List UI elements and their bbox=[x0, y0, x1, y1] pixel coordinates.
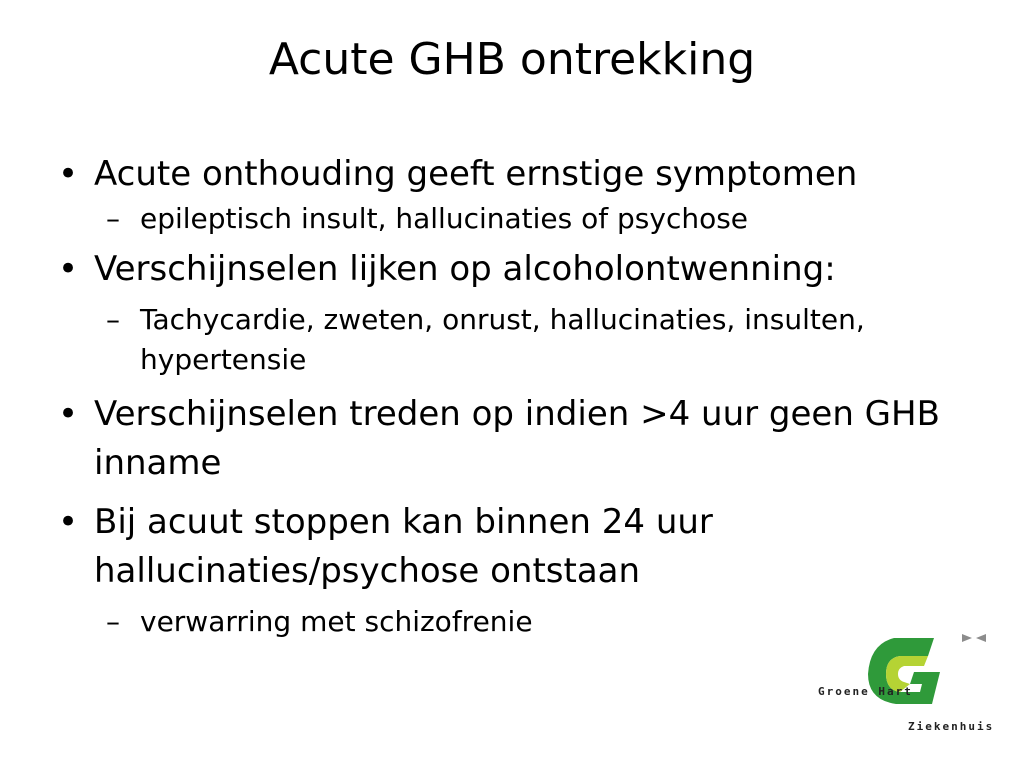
sub-bullet-text: Tachycardie, zweten, onrust, hallucinaties, insulten, hypertensie bbox=[140, 303, 865, 376]
sub-bullet-text: verwarring met schizofrenie bbox=[140, 605, 533, 638]
bullet-item bbox=[58, 498, 958, 596]
bullet-glyph: • bbox=[58, 154, 79, 194]
bullet-text: Verschijnselen lijken op alcoholontwenning: bbox=[94, 249, 836, 289]
slide-title: Acute GHB ontrekking bbox=[268, 34, 756, 85]
sub-bullet-text: epileptisch insult, hallucinaties of psychose bbox=[140, 202, 749, 235]
sub-bullet-glyph: – bbox=[106, 303, 120, 336]
sub-bullet-glyph: – bbox=[106, 605, 120, 638]
bullet-item bbox=[58, 390, 958, 488]
hospital-logo bbox=[816, 630, 996, 740]
bullet-item bbox=[58, 150, 958, 199]
sub-bullet-item bbox=[58, 199, 958, 239]
bullet-glyph: • bbox=[58, 502, 79, 542]
bullet-text: Verschijnselen treden op indien >4 uur geen GHB inname bbox=[94, 394, 940, 483]
bullet-text: Bij acuut stoppen kan binnen 24 uur hallucinaties/psychose ontstaan bbox=[94, 502, 713, 591]
logo-text-groene-hart: Groene Hart bbox=[818, 685, 913, 698]
bullet-glyph: • bbox=[58, 249, 79, 289]
bullet-text: Acute onthouding geeft ernstige symptomen bbox=[94, 154, 858, 194]
sub-bullet-item bbox=[58, 300, 958, 380]
bullet-glyph: • bbox=[58, 394, 79, 434]
sub-bullet-glyph: – bbox=[106, 202, 120, 235]
bullet-list bbox=[58, 150, 958, 642]
bullet-item bbox=[58, 245, 958, 294]
logo-text-ziekenhuis: Ziekenhuis bbox=[908, 720, 995, 733]
